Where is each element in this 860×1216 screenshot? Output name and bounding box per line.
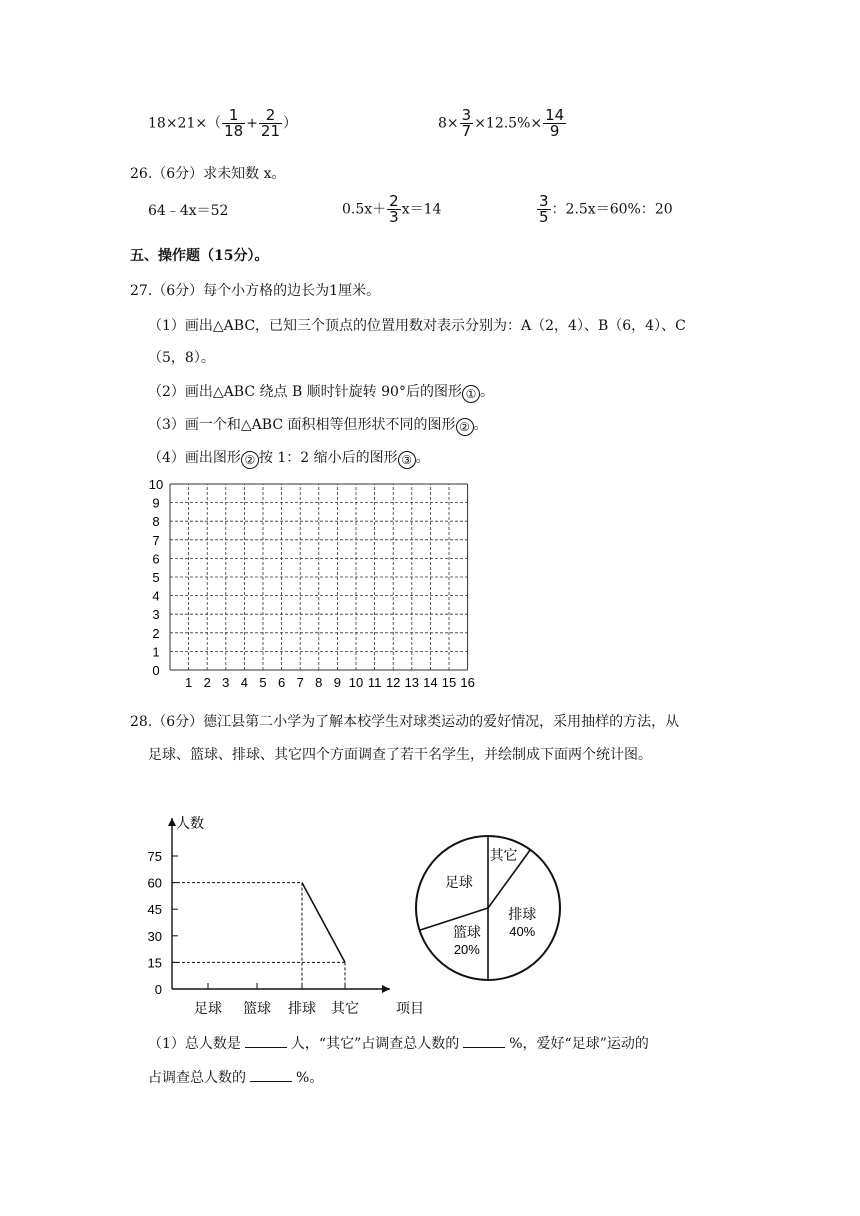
calc-text: 8× bbox=[438, 115, 459, 132]
grid-x-label: 8 bbox=[315, 675, 323, 690]
y-axis-arrow bbox=[168, 818, 176, 826]
q26-eq2 bbox=[342, 194, 441, 225]
denominator: 3 bbox=[389, 208, 399, 226]
grid-y-label: 0 bbox=[152, 663, 160, 678]
grid-x-label: 3 bbox=[222, 675, 230, 690]
circled-number: ② bbox=[456, 418, 474, 436]
denominator: 18 bbox=[224, 122, 244, 140]
grid-y-label: 1 bbox=[152, 644, 160, 660]
grid-x-label: 6 bbox=[277, 675, 286, 690]
grid-x-label: 14 bbox=[423, 675, 438, 690]
sub-text: 占调查总人数的 bbox=[148, 1070, 246, 1086]
numerator: 2 bbox=[389, 192, 399, 210]
plus-sign: + bbox=[246, 115, 258, 132]
numerator: 1 bbox=[222, 108, 245, 124]
grid-x-label: 12 bbox=[385, 675, 401, 690]
part-text: 。 bbox=[479, 384, 494, 400]
calc-expr-2 bbox=[438, 108, 567, 139]
q28-label-line2: 足球、篮球、排球、其它四个方面调查了若干名学生，并绘制成下面两个统计图。 bbox=[148, 747, 652, 763]
sub-text: %，爱好“足球”运动的 bbox=[509, 1036, 649, 1052]
part-text: 。 bbox=[473, 417, 488, 433]
line-chart bbox=[140, 806, 424, 1021]
eq-text: ：2.5x＝60%：20 bbox=[551, 201, 673, 218]
denominator: 21 bbox=[260, 122, 281, 140]
denominator: 9 bbox=[549, 122, 560, 140]
answer-blank[interactable] bbox=[463, 1046, 505, 1048]
part-text: （3）画一个和△ABC 面积相等但形状不同的图形 bbox=[148, 417, 456, 433]
grid-x-label: 16 bbox=[460, 675, 475, 690]
q28-sub1 bbox=[148, 1033, 649, 1053]
circled-number: ② bbox=[241, 451, 259, 469]
y-tick-label: 45 bbox=[147, 902, 162, 918]
denominator: 7 bbox=[461, 122, 472, 140]
sub-text: %。 bbox=[296, 1070, 324, 1086]
grid-y-label: 9 bbox=[152, 495, 160, 511]
series-segment bbox=[302, 883, 345, 963]
fraction bbox=[543, 108, 566, 139]
q27-part3 bbox=[148, 414, 488, 436]
part-text: （4）画出图形 bbox=[148, 450, 241, 466]
sub-text: 人，“其它”占调查总人数的 bbox=[290, 1036, 460, 1052]
grid-x-label: 9 bbox=[333, 675, 342, 690]
eq-text: 0.5x＋ bbox=[342, 201, 387, 218]
section-title: 五、操作题（15分）。 bbox=[130, 248, 269, 264]
calc-text: 18×21×（ bbox=[148, 115, 222, 132]
grid-x-label: 10 bbox=[348, 675, 364, 690]
grid-x-label: 7 bbox=[296, 675, 304, 690]
fraction bbox=[537, 194, 551, 225]
part-text: （2）画出△ABC 绕点 B 顺时针旋转 90°后的图形 bbox=[148, 384, 462, 400]
grid-y-label: 2 bbox=[152, 625, 160, 641]
grid-y-label: 8 bbox=[152, 514, 160, 530]
q27-part1-line2: （5，8）。 bbox=[148, 350, 215, 366]
q26-label: 26.（6分）求未知数 x。 bbox=[130, 166, 286, 182]
grid-x-label: 11 bbox=[367, 675, 382, 690]
pie-label: 足球 bbox=[444, 873, 473, 890]
sub-text: （1）总人数是 bbox=[148, 1036, 241, 1052]
grid-y-label: 7 bbox=[152, 532, 160, 548]
fraction bbox=[259, 108, 282, 139]
y-tick-label: 60 bbox=[147, 875, 162, 891]
q27-label: 27.（6分）每个小方格的边长为1厘米。 bbox=[130, 283, 381, 299]
y-tick-label: 0 bbox=[154, 982, 162, 997]
grid-x-label: 15 bbox=[441, 675, 457, 690]
q28-label-line1: 28.（6分）德江县第二小学为了解本校学生对球类运动的爱好情况，采用抽样的方法，从 bbox=[130, 714, 680, 730]
grid-y-label: 6 bbox=[152, 551, 160, 567]
circled-number: ① bbox=[462, 385, 480, 403]
q27-part4 bbox=[148, 447, 430, 469]
coordinate-grid bbox=[140, 475, 480, 697]
denominator: 5 bbox=[539, 208, 549, 226]
pie-label: 排球 bbox=[508, 906, 537, 923]
pie-chart bbox=[408, 828, 568, 988]
grid-x-label: 1 bbox=[184, 675, 193, 690]
grid-x-label: 13 bbox=[404, 675, 420, 690]
x-tick-label: 其它 bbox=[331, 1000, 359, 1016]
calc-text: ） bbox=[283, 115, 298, 132]
y-tick-label: 75 bbox=[147, 849, 162, 864]
numerator: 3 bbox=[539, 192, 549, 210]
y-axis-label: 人数 bbox=[176, 815, 204, 831]
eq-text: x＝14 bbox=[401, 201, 442, 218]
grid-x-label: 4 bbox=[240, 675, 249, 690]
pie-label: 篮球 bbox=[452, 924, 481, 941]
answer-blank[interactable] bbox=[250, 1080, 292, 1082]
pie-value-label: 20% bbox=[453, 942, 480, 958]
circled-number: ③ bbox=[398, 451, 416, 469]
pie-label: 其它 bbox=[489, 847, 518, 864]
grid-x-label: 2 bbox=[203, 675, 211, 690]
fraction bbox=[222, 108, 245, 139]
x-tick-label: 篮球 bbox=[243, 1000, 271, 1016]
q26-eq3 bbox=[536, 194, 673, 225]
part-text: 。 bbox=[415, 450, 430, 466]
x-axis-arrow bbox=[382, 985, 390, 993]
grid-y-label: 10 bbox=[148, 477, 164, 492]
y-tick-label: 15 bbox=[147, 955, 162, 971]
calc-expr-1 bbox=[148, 108, 297, 139]
grid-y-label: 4 bbox=[152, 588, 160, 604]
grid-x-label: 5 bbox=[259, 675, 267, 690]
x-tick-label: 足球 bbox=[194, 1000, 222, 1016]
q27-part1-line1: （1）画出△ABC，已知三个顶点的位置用数对表示分别为：A（2，4）、B（6，4）、C bbox=[148, 318, 686, 334]
x-axis-label: 项目 bbox=[396, 1000, 424, 1016]
x-tick-label: 排球 bbox=[288, 1000, 316, 1016]
q27-part2 bbox=[148, 381, 494, 403]
pie-value-label: 40% bbox=[509, 924, 536, 940]
numerator: 2 bbox=[259, 108, 282, 124]
grid-y-label: 3 bbox=[152, 607, 160, 623]
answer-blank[interactable] bbox=[245, 1046, 287, 1048]
calc-text: ×12.5%× bbox=[474, 115, 543, 132]
fraction bbox=[460, 108, 474, 139]
numerator: 14 bbox=[545, 106, 565, 124]
numerator: 3 bbox=[461, 106, 472, 124]
q26-eq1: 64﹣4x＝52 bbox=[148, 203, 229, 219]
q28-sub2 bbox=[148, 1067, 323, 1087]
fraction bbox=[387, 194, 401, 225]
part-text: 按 1：2 缩小后的图形 bbox=[258, 450, 398, 466]
grid-y-label: 5 bbox=[152, 570, 160, 585]
y-tick-label: 30 bbox=[147, 928, 162, 944]
